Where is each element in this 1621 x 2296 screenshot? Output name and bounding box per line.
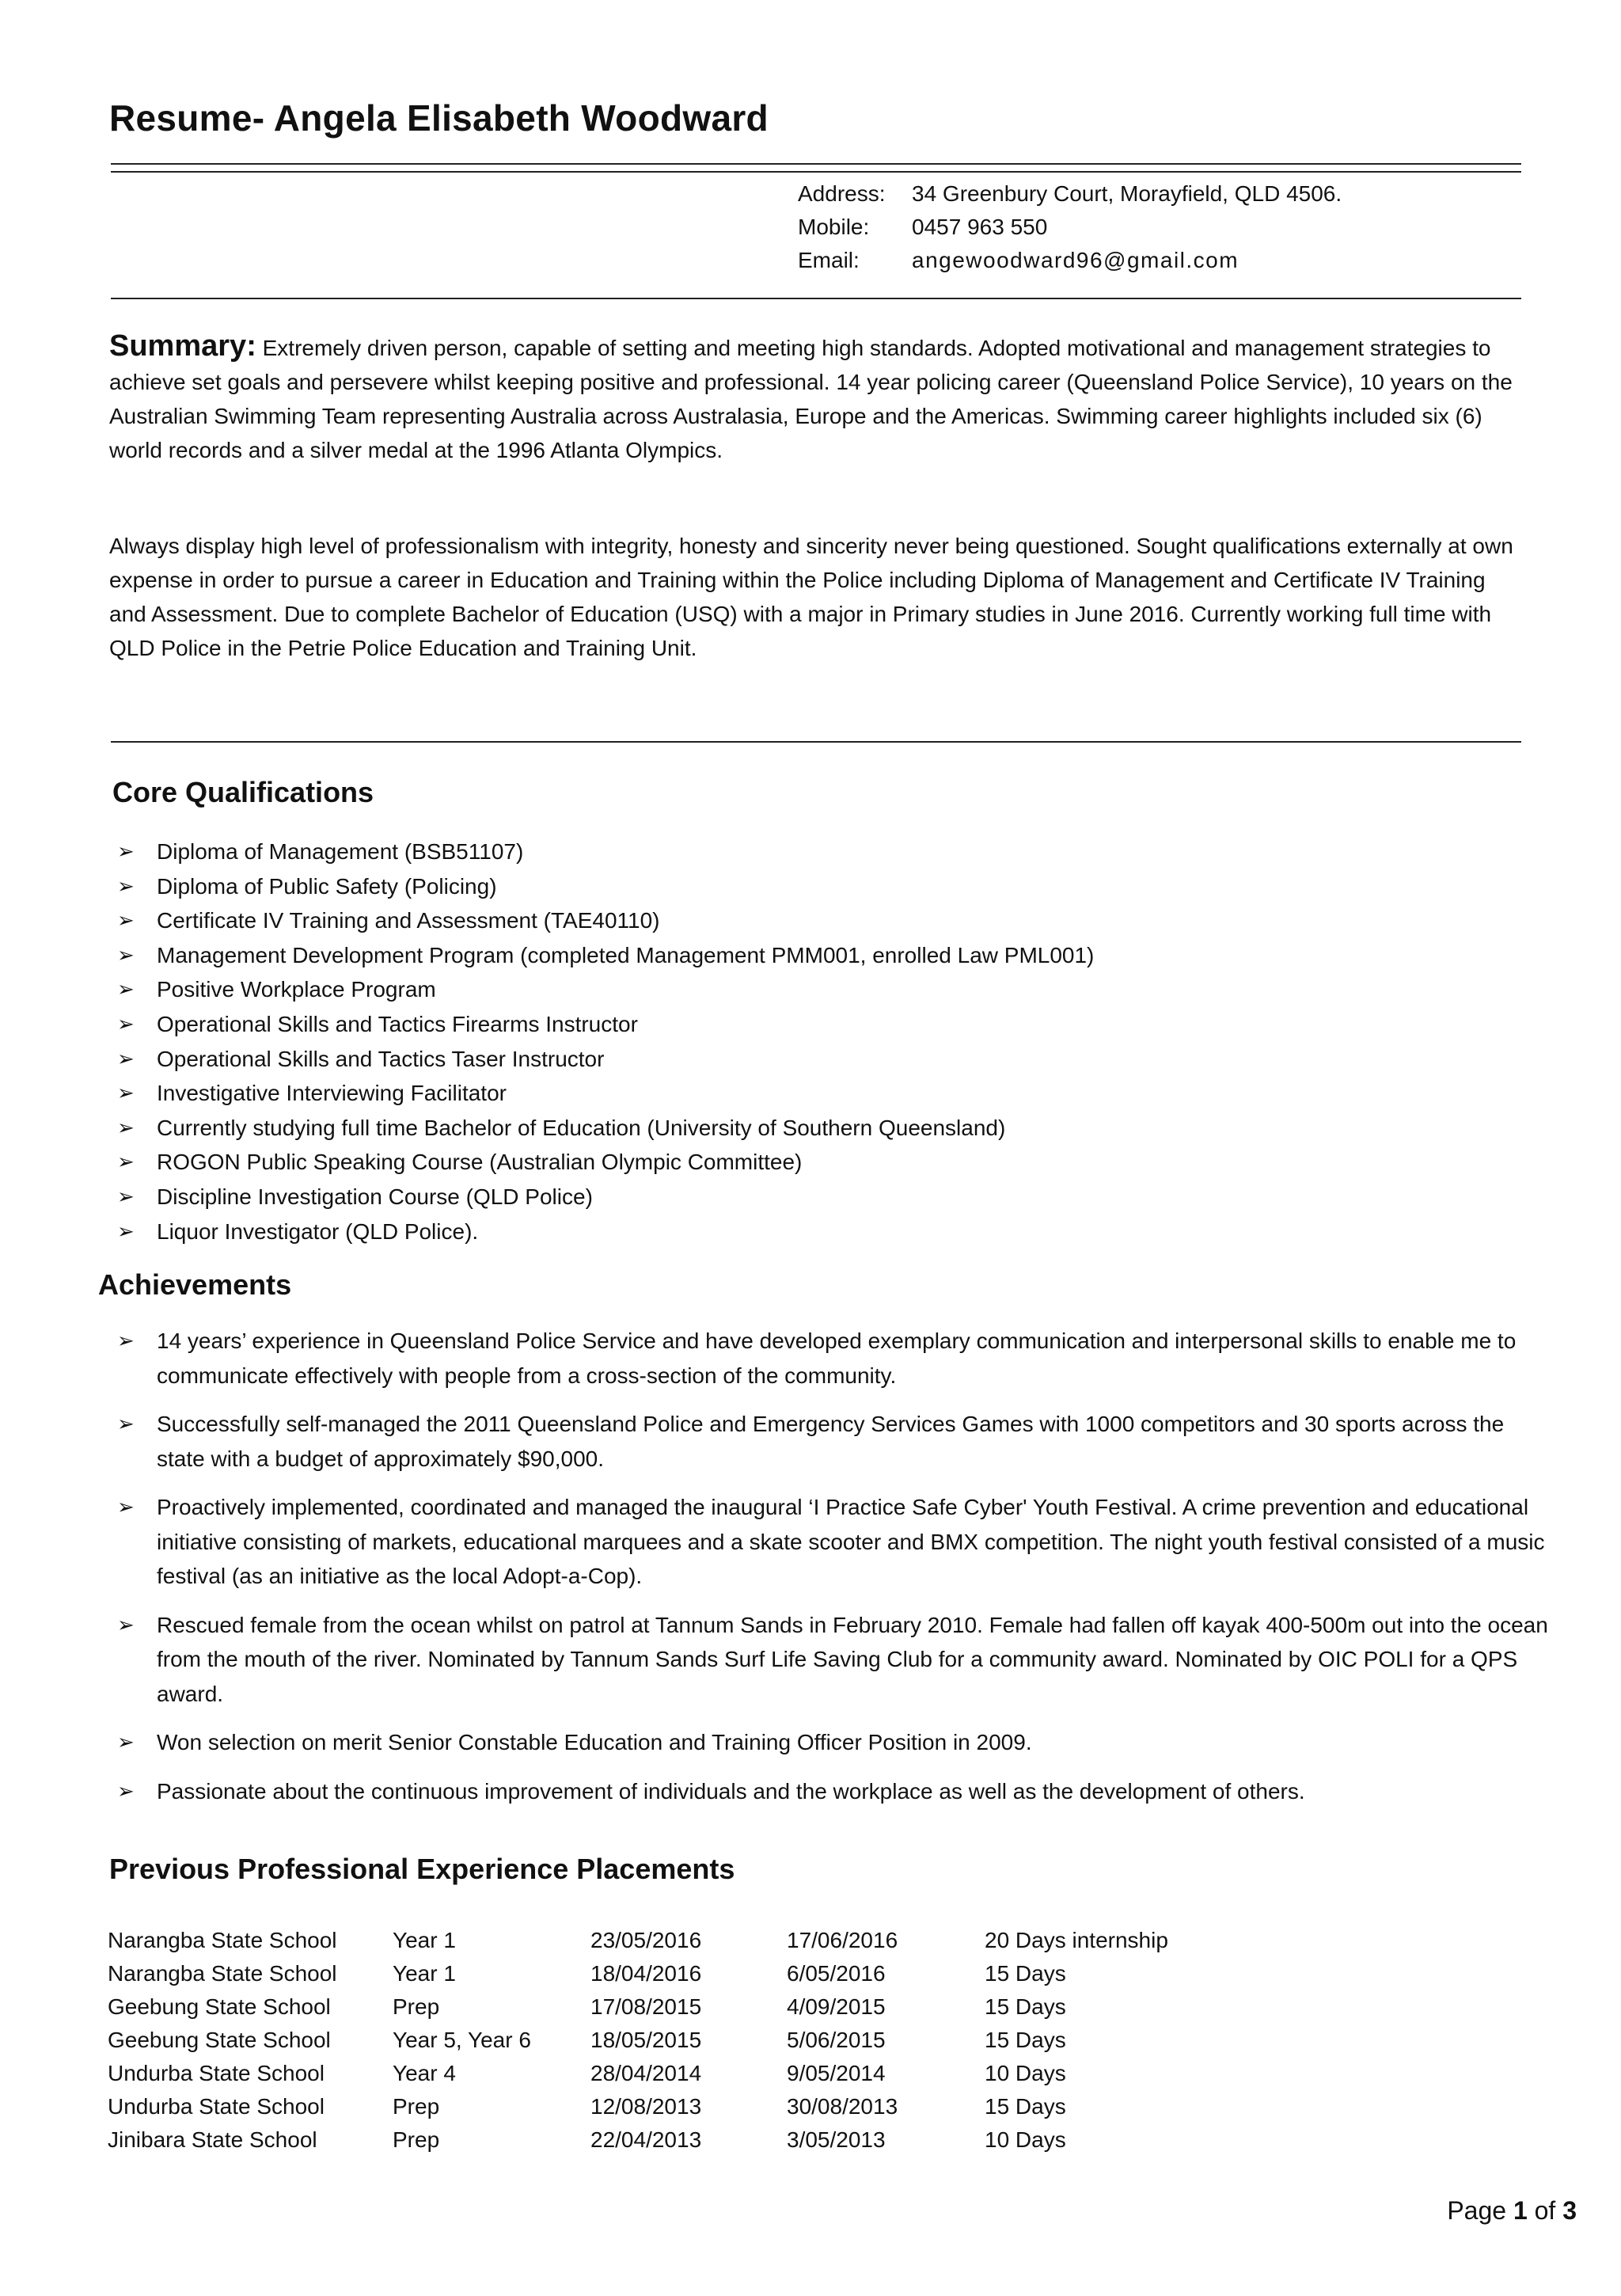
list-item [117,1111,1094,1146]
end-date-cell: 9/05/2014 [787,2061,886,2085]
list-item [117,938,1094,973]
list-item [117,1180,1094,1215]
page-of-word: of [1534,2196,1556,2225]
end-date-cell: 4/09/2015 [787,1994,886,2019]
header-rule-bottom [111,171,1521,173]
start-date-cell: 22/04/2013 [590,2127,702,2152]
address-label: Address: [798,181,886,206]
arrow-bullet-icon: ➢ [117,1495,135,1519]
arrow-bullet-icon: ➢ [117,1081,135,1105]
duration-cell: 20 Days internship [985,1928,1168,1952]
achievements-list [117,1324,1553,1823]
list-item [117,1076,1094,1111]
page-word: Page [1447,2196,1507,2225]
start-date-cell: 12/08/2013 [590,2094,702,2119]
school-name-cell: Undurba State School [108,2094,325,2119]
start-date-cell: 17/08/2015 [590,1994,702,2019]
end-date-cell: 3/05/2013 [787,2127,886,2152]
list-item-text: Certificate IV Training and Assessment (TAE40110) [157,908,660,933]
list-item-text: Rescued female from the ocean whilst on patrol at Tannum Sands in February 2010. Female had fallen off kayak 400-500m out into the ocean from the mouth of the river. Nominated by Tannum Sands Surf Life Saving Club for a community award. Nominated by OIC POLI for a QPS award. [157,1612,1548,1706]
arrow-bullet-icon: ➢ [117,1730,135,1754]
arrow-bullet-icon: ➢ [117,1115,135,1139]
school-name-cell: Geebung State School [108,2028,331,2052]
arrow-bullet-icon: ➢ [117,1011,135,1036]
list-item-text: Operational Skills and Tactics Taser Instructor [157,1046,605,1071]
year-level-cell: Year 5, Year 6 [393,2028,531,2052]
contact-email-line [798,244,1342,277]
contact-mobile-line [798,211,1342,244]
table-row [108,2057,1222,2090]
arrow-bullet-icon: ➢ [117,1218,135,1243]
list-item [117,903,1094,938]
table-row [108,1924,1222,1957]
list-item [117,1490,1553,1594]
year-level-cell: Year 4 [393,2061,456,2085]
year-level-cell: Prep [393,2127,440,2152]
list-item [117,1608,1553,1712]
list-item-text: Currently studying full time Bachelor of Education (University of Southern Queensland) [157,1115,1006,1140]
school-name-cell: Narangba State School [108,1928,337,1952]
arrow-bullet-icon: ➢ [117,1046,135,1070]
contact-rule [111,298,1521,299]
summary-paragraph [109,329,1518,467]
arrow-bullet-icon: ➢ [117,1412,135,1435]
address-value: 34 Greenbury Court, Morayfield, QLD 4506. [912,181,1342,206]
contact-block [798,177,1342,277]
list-item-text: Diploma of Management (BSB51107) [157,839,524,864]
list-item [117,1145,1094,1180]
list-item [117,1042,1094,1077]
school-name-cell: Narangba State School [108,1961,337,1986]
duration-cell: 15 Days [985,2094,1066,2119]
list-item-text: Won selection on merit Senior Constable Education and Training Officer Position in 2009. [157,1730,1032,1754]
end-date-cell: 17/06/2016 [787,1928,898,1952]
list-item [117,834,1094,869]
list-item-text: Diploma of Public Safety (Policing) [157,873,497,899]
list-item-text: Investigative Interviewing Facilitator [157,1081,507,1106]
arrow-bullet-icon: ➢ [117,1612,135,1636]
arrow-bullet-icon: ➢ [117,942,135,967]
list-item-text: 14 years’ experience in Queensland Police Service and have developed exemplary communication and interpersonal skills to enable me to communicate effectively with people from a cross-section of the community. [157,1329,1517,1388]
list-item-text: Successfully self-managed the 2011 Queensland Police and Emergency Services Games with 1000 competitors and 30 sports across the state with a budget of approximately $90,000. [157,1412,1505,1471]
duration-cell: 15 Days [985,2028,1066,2052]
resume-title: Resume- Angela Elisabeth Woodward [109,97,769,139]
duration-cell: 15 Days [985,1994,1066,2019]
arrow-bullet-icon: ➢ [117,1150,135,1174]
mobile-label: Mobile: [798,215,870,239]
list-item [117,1774,1553,1809]
email-label: Email: [798,248,860,272]
table-row [108,2123,1222,2157]
table-row [108,2090,1222,2123]
header-rule-top [111,163,1521,165]
mobile-value: 0457 963 550 [912,215,1048,239]
list-item-text: Proactively implemented, coordinated and managed the inaugural ‘I Practice Safe Cyber' Youth Festival. A crime prevention and educational initiative consisting of markets, educational marquees and a skate scooter and BMX competition. The night youth festival consisted of a music festival (as an initiative as the local Adopt-a-Cop). [157,1495,1545,1588]
duration-cell: 10 Days [985,2061,1066,2085]
start-date-cell: 18/04/2016 [590,1961,702,1986]
list-item [117,869,1094,904]
list-item-text: Operational Skills and Tactics Firearms Instructor [157,1011,638,1036]
contact-address-line [798,177,1342,211]
arrow-bullet-icon: ➢ [117,908,135,933]
list-item-text: ROGON Public Speaking Course (Australian Olympic Committee) [157,1150,803,1175]
start-date-cell: 28/04/2014 [590,2061,702,2085]
school-name-cell: Jinibara State School [108,2127,317,2152]
arrow-bullet-icon: ➢ [117,977,135,1002]
year-level-cell: Prep [393,2094,440,2119]
list-item-text: Management Development Program (completed Management PMM001, enrolled Law PML001) [157,942,1095,967]
summary-rule [111,741,1521,743]
end-date-cell: 6/05/2016 [787,1961,886,1986]
table-row [108,2024,1222,2057]
end-date-cell: 30/08/2013 [787,2094,898,2119]
start-date-cell: 18/05/2015 [590,2028,702,2052]
year-level-cell: Year 1 [393,1928,456,1952]
qualifications-heading: Core Qualifications [112,776,374,808]
qualifications-list [117,834,1094,1249]
duration-cell: 15 Days [985,1961,1066,1986]
table-row [108,1957,1222,1990]
summary-paragraph-2: Always display high level of professionalism with integrity, honesty and sincerity never being questioned. Sought qualifications externally at own expense in order to pursue a career in Education and Training within the Police including Diploma of Management and Certificate IV Training and Assessment. Due to complete Bachelor of Education (USQ) with a major in Primary studies in June 2016. Currently working full time with QLD Police in the Petrie Police Education and Training Unit. [109,534,1513,660]
list-item [117,1324,1553,1393]
page-total: 3 [1562,2196,1577,2225]
school-name-cell: Geebung State School [108,1994,331,2019]
arrow-bullet-icon: ➢ [117,839,135,863]
end-date-cell: 5/06/2015 [787,2028,886,2052]
year-level-cell: Year 1 [393,1961,456,1986]
summary-text: Extremely driven person, capable of setting and meeting high standards. Adopted motivational and management strategies to achieve set goals and persevere whilst keeping positive and professional. 14 year policing career (Queensland Police Service), 10 years on the Australian Swimming Team representing Australia across Australasia, Europe and the Americas. Swimming career highlights included six (6) world records and a silver medal at the 1996 Atlanta Olympics. [109,336,1513,462]
list-item-text: Discipline Investigation Course (QLD Police) [157,1184,593,1209]
page-current: 1 [1513,2196,1528,2225]
experience-heading: Previous Professional Experience Placements [109,1853,735,1885]
arrow-bullet-icon: ➢ [117,873,135,898]
list-item [117,972,1094,1007]
duration-cell: 10 Days [985,2127,1066,2152]
start-date-cell: 23/05/2016 [590,1928,702,1952]
arrow-bullet-icon: ➢ [117,1778,135,1803]
experience-table [108,1924,1222,2157]
arrow-bullet-icon: ➢ [117,1184,135,1208]
list-item [117,1407,1553,1476]
email-value: angewoodward96@gmail.com [912,248,1239,272]
arrow-bullet-icon: ➢ [117,1329,135,1352]
list-item [117,1215,1094,1249]
summary-heading: Summary: [109,329,256,363]
table-row [108,1990,1222,2024]
school-name-cell: Undurba State School [108,2061,325,2085]
list-item-text: Positive Workplace Program [157,977,436,1002]
achievements-heading: Achievements [98,1268,292,1301]
list-item-text: Passionate about the continuous improvement of individuals and the workplace as well as the development of others. [157,1778,1305,1804]
list-item [117,1007,1094,1042]
page-indicator [1447,2196,1577,2226]
list-item [117,1725,1553,1760]
year-level-cell: Prep [393,1994,440,2019]
list-item-text: Liquor Investigator (QLD Police). [157,1218,479,1244]
